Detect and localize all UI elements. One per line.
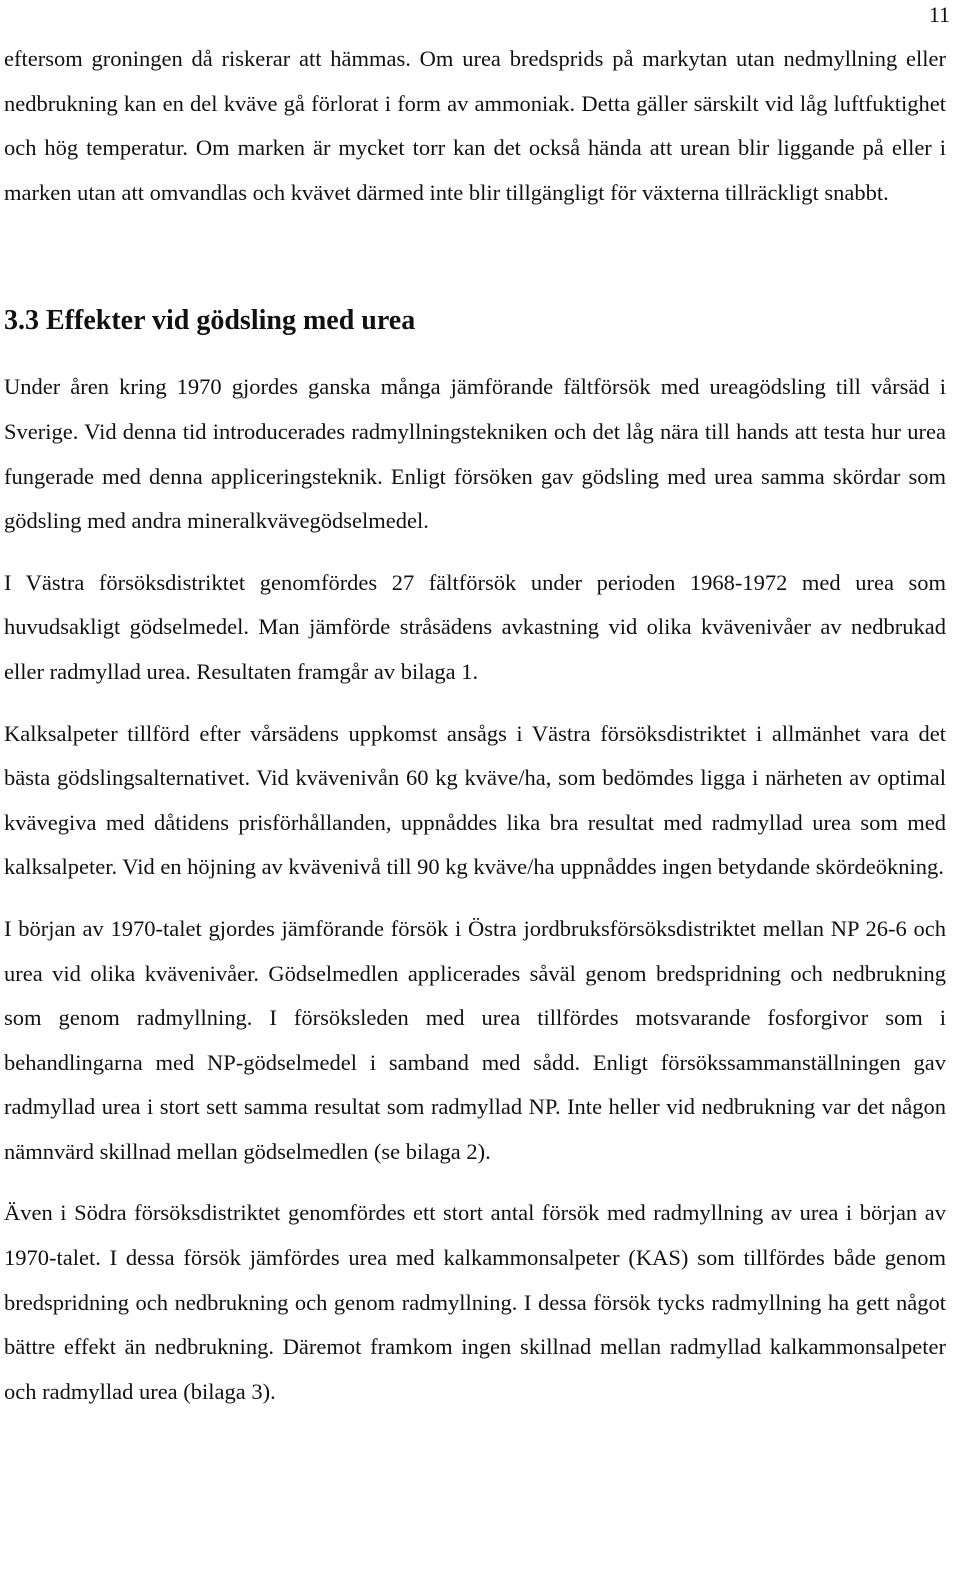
page-number: 11 — [928, 2, 950, 27]
paragraph-3: Kalksalpeter tillförd efter vårsädens uppkomst ansågs i Västra försöksdistriktet i allmänhet vara det bästa gödslingsalternativet. Vid kvävenivån 60 kg kväve/ha, som bedömdes ligga i närheten av optimal kvävegiva med dåtidens prisförhållanden, uppnåddes lika bra resultat med radmyllad urea som med kalksalpeter. Vid en höjning av kvävenivå till 90 kg kväve/ha uppnåddes ingen betydande skördeökning. — [4, 720, 946, 880]
intro-paragraph: eftersom groningen då riskerar att hämmas. Om urea bredsprids på markytan utan nedmyllning eller nedbrukning kan en del kväve gå förlorat i form av ammoniak. Detta gäller särskilt vid låg luftfuktighet och hög temperatur. Om marken är mycket torr kan det också hända att urean blir liggande på eller i marken utan att omvandlas och kvävet därmed inte blir tillgängligt för växterna tillräckligt snabbt. — [4, 46, 946, 205]
paragraph-4: I början av 1970-talet gjordes jämförande försök i Östra jordbruksförsöksdistriktet mellan NP 26-6 och urea vid olika kvävenivåer. Gödselmedlen applicerades såväl genom bredspridning och nedbrukning som genom radmyllning. I försöksleden med urea tillfördes motsvarande fosforgivor som i behandlingarna med NP-gödselmedel i samband med sådd. Enligt försökssammanställningen gav radmyllad urea i stort sett samma resultat som radmyllad NP. Inte heller vid nedbrukning var det någon nämnvärd skillnad mellan gödselmedlen (se bilaga 2). — [4, 915, 946, 1164]
paragraph-1: Under åren kring 1970 gjordes ganska många jämförande fältförsök med ureagödsling till vårsäd i Sverige. Vid denna tid introducerades radmyllningstekniken och det låg nära till hands att testa hur urea fungerade med denna appliceringsteknik. Enligt försöken gav gödsling med urea samma skördar som gödsling med andra mineralkvävegödselmedel. — [4, 374, 946, 534]
section-heading: 3.3 Effekter vid gödsling med urea — [4, 305, 416, 337]
paragraph-2: I Västra försöksdistriktet genomfördes 27 fältförsök under perioden 1968-1972 med urea som huvudsakligt gödselmedel. Man jämförde stråsädens avkastning vid olika kvävenivåer av nedbrukad eller radmyllad urea. Resultaten framgår av bilaga 1. — [4, 569, 946, 684]
document-body — [4, 37, 946, 1414]
paragraph-5: Även i Södra försöksdistriktet genomfördes ett stort antal försök med radmyllning av urea i början av 1970-talet. I dessa försök jämfördes urea med kalkammonsalpeter (KAS) som tillfördes både genom bredspridning och nedbrukning och genom radmyllning. I dessa försök tycks radmyllning ha gett något bättre effekt än nedbrukning. Däremot framkom ingen skillnad mellan radmyllad kalkammonsalpeter och radmyllad urea (bilaga 3). — [4, 1200, 946, 1404]
